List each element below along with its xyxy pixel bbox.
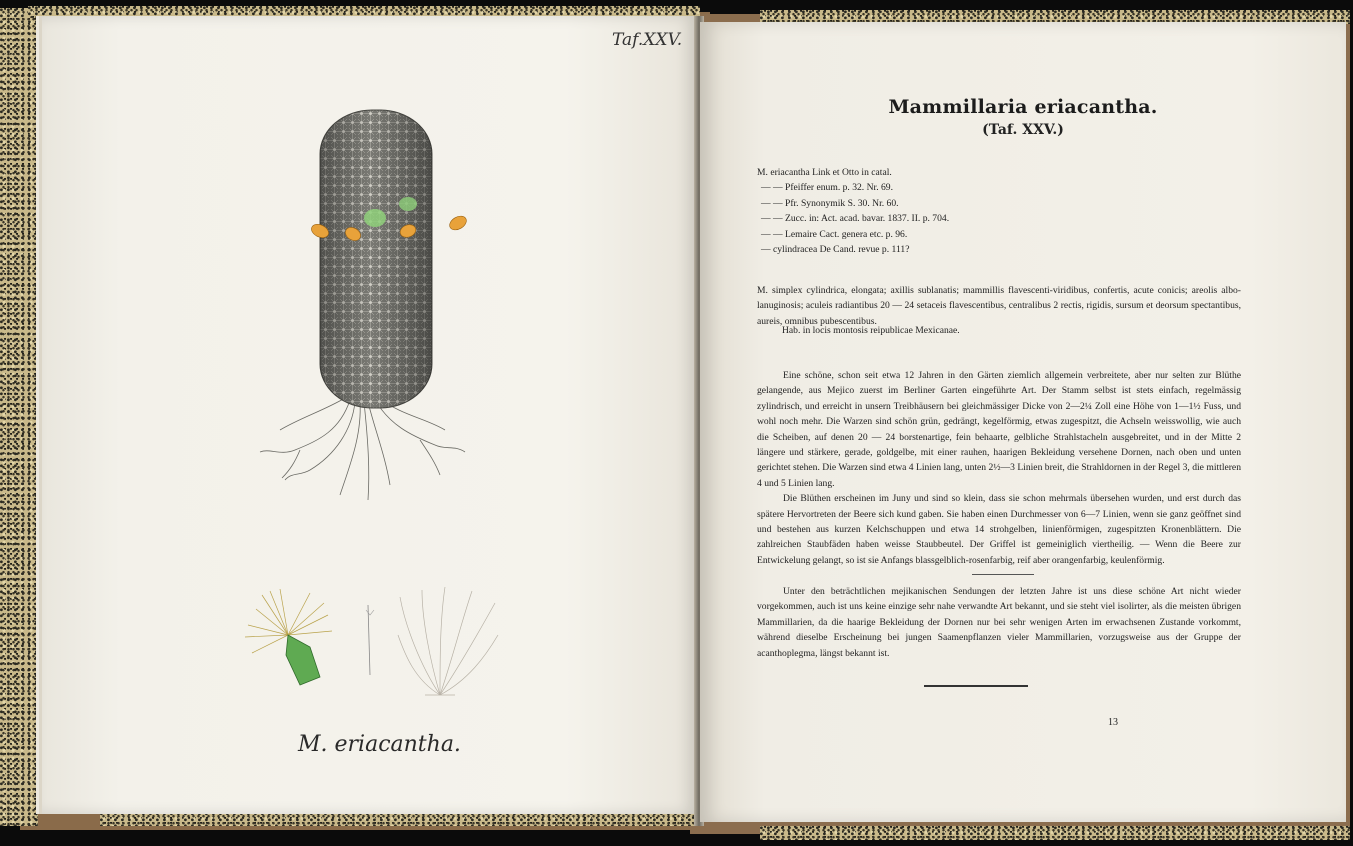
synonym-line: — — Pfr. Synonymik S. 30. Nr. 60. <box>761 197 899 209</box>
synonym-line: — — Pfeiffer enum. p. 32. Nr. 69. <box>761 182 893 194</box>
plate-caption: M. eriacantha. <box>298 732 461 757</box>
synonym-line: — — Lemaire Cact. genera etc. p. 96. <box>761 228 908 240</box>
cactus-illustration <box>240 100 480 510</box>
botanical-detail-drawings <box>240 585 510 700</box>
latin-diagnosis: M. simplex cylindrica, elongata; axillis sublanatis; mammillis flavescenti-viridibus, confertis, acute conicis; areolis albo-lanuginosis; aculeis radiantibus 20 — 24 setaceis flavescentibus, centralibus 2 rectis, rigidis, sursum et deorsum spectantibus, aureis, omnibus pubescentibus. <box>757 285 1241 327</box>
habitat-line: Hab. in locis montosis reipublicae Mexicanae. <box>782 325 960 336</box>
remarks-block <box>757 584 1241 661</box>
description-paragraph-1: Eine schöne, schon seit etwa 12 Jahren in den Gärten ziemlich allgemein verbreitete, aber nur selten zur Blüthe gelangende, aus Mejico zuerst im Berliner Garten eingeführte Art. Der Stamm selbst ist stets einfach, regelmässig zylindrisch, und erreicht in unsern Treibhäusern bei gleichmässiger Dicke von 2—2¼ Zoll eine Höhe von 1—1½ Fuss, und wohl noch mehr. Die Warzen sind schön grün, gedrängt, kegelförmig, etwas zugespitzt, die Achseln weisswollig, wie auch die Scheiben, auf denen 20 — 24 borstenartige, fein behaarte, gelbliche Strahlstacheln ausgebreitet, und in der Mitte 2 längere und stärkere, gerade, goldgelbe, mit einer rauhen, haarigen Bekleidung versehene Dornen, nach oben und unten gerichtet stehen. Die Warzen sind etwa 4 Linien lang, unten 2½—3 Linien breit, die Strahldornen in der Regel 3, die mittleren 4 und 5 Linien lang. <box>757 370 1241 489</box>
plate-number: Taf.XXV. <box>612 30 683 50</box>
synonym-line: — cylindracea De Cand. revue p. 111? <box>761 244 910 256</box>
marbled-edge-left <box>0 8 38 826</box>
marbled-edge-bottom-right <box>760 826 1350 840</box>
description-paragraph-2: Die Blüthen erscheinen im Juny und sind so klein, dass sie schon mehrmals übersehen wurden, und erst durch das spätere Hervortreten der Beere sich kund gaben. Sie haben einen Durchmesser von 6—7 Linien, wenn sie ganz geöffnet sind und bestehen aus kurzen Kelchschuppen und etwa 14 strohgelben, linienförmigen, zugespitzten Kronenblättern. Die zahlreichen Staubfäden haben weisse Staubbeutel. Der Griffel ist gemeiniglich viertheilig. — Wenn die Beere zur Entwickelung gelangt, so ist sie Anfangs blassgelblich-rosenfarbig, reif aber orangenfarbig, keulenförmig. <box>757 493 1241 566</box>
synonymy-list <box>757 165 1237 257</box>
synonym-line: M. eriacantha Link et Otto in catal. <box>757 167 892 178</box>
description-block <box>757 368 1241 568</box>
plate-reference: (Taf. XXV.) <box>982 122 1064 138</box>
marbled-edge-bottom-left <box>100 812 700 826</box>
species-title: Mammillaria eriacantha. <box>888 96 1158 118</box>
end-rule <box>924 685 1028 687</box>
remarks-paragraph: Unter den beträchtlichen mejikanischen Sendungen der letzten Jahre ist uns diese schöne Art nicht wieder vorgekommen, auch ist uns keine einzige sehr nahe verwandte Art bekannt, und sie steht viel isolirter, als die meisten übrigen Mammillarien, da die haarige Bekleidung der Dornen nur bei sehr wenigen Arten im erwachsenen Zustande vorkommt, während dieselbe Erscheinung bei jungen Saamenpflanzen vieler Mammillarien, vorzugsweise aus der Gruppe der acanthoplegma, längst bekannt ist. <box>757 586 1241 659</box>
page-number: 13 <box>1108 717 1118 728</box>
synonym-line: — — Zucc. in: Act. acad. bavar. 1837. II. p. 704. <box>761 213 950 225</box>
section-divider <box>972 574 1034 575</box>
